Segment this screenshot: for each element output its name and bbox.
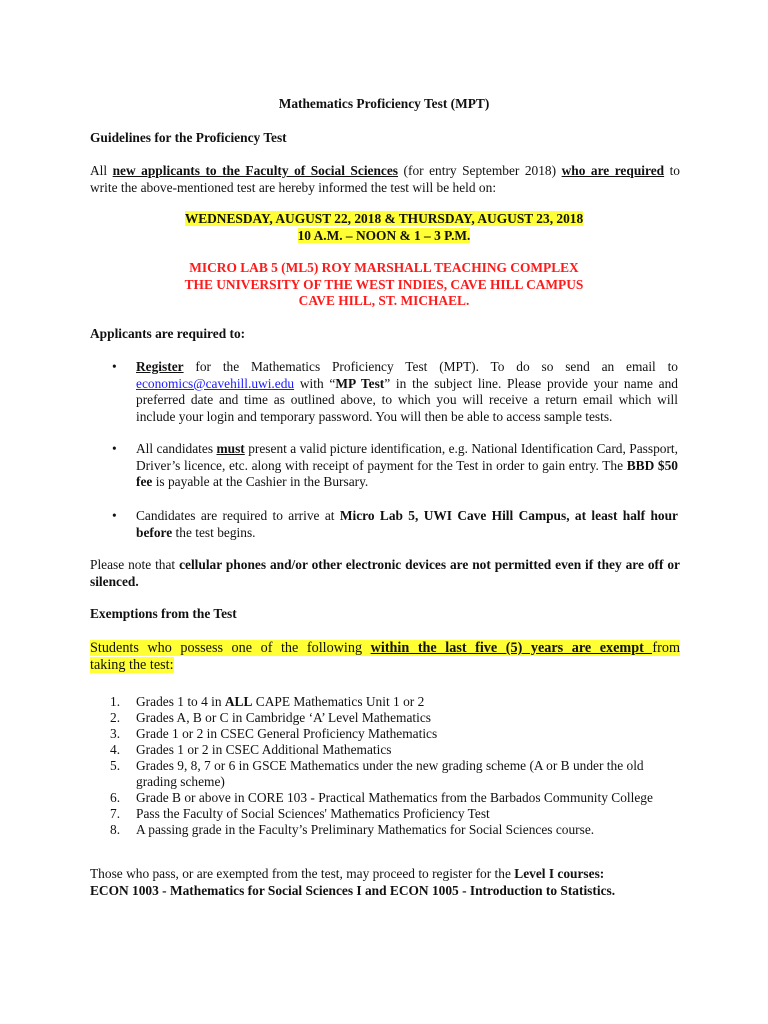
email-link[interactable]: economics@cavehill.uwi.edu: [136, 375, 295, 391]
bullet-dot-icon: •: [112, 359, 117, 374]
list-item: [110, 822, 680, 838]
list-number: 5.: [110, 758, 121, 773]
electronics-note: [90, 557, 680, 590]
page-title: Mathematics Proficiency Test (MPT): [278, 96, 490, 111]
intro-new-applicants: new applicants to the Faculty of Social Sciences: [112, 163, 399, 178]
list-number: 8.: [110, 822, 121, 837]
list-item: [110, 806, 680, 822]
list-item: [110, 742, 680, 758]
arrival-text-1: Candidates are required to arrive at: [136, 508, 340, 523]
register-text-3: ” in the subject line. Please provide your name and preferred date and time as outlined above, to which you will receive a return email which will include your login and temporary password. You will then be able to access sample tests.: [136, 375, 679, 424]
intro-text-1: All: [90, 163, 113, 178]
list-item: [110, 710, 680, 726]
list-text: Grade 1 or 2 in CSEC General Proficiency Mathematics: [136, 726, 438, 741]
register-text-1: for the Mathematics Proficiency Test (MPT). To do so send an email to: [183, 359, 678, 374]
exemptions-heading: Exemptions from the Test: [90, 606, 237, 621]
id-text-3: is payable at the Cashier in the Bursary.: [152, 474, 369, 489]
closing-line-2: ECON 1003 - Mathematics for Social Sciences I and ECON 1005 - Introduction to Statistics.: [90, 882, 616, 898]
bullet-dot-icon: •: [112, 441, 117, 456]
exempt-intro-bold: within the last five (5) years are exempt: [370, 640, 653, 656]
dates-line-2: 10 A.M. – NOON & 1 – 3 P.M.: [297, 227, 471, 243]
fee-label: BBD $50 fee: [136, 457, 678, 489]
list-text-bold: ALL: [224, 694, 253, 709]
exempt-intro-text-1: Students who possess one of the following: [90, 640, 371, 656]
list-text: Grades 1 or 2 in CSEC Additional Mathematics: [136, 742, 392, 757]
applicants-heading: Applicants are required to:: [90, 326, 246, 341]
closing-paragraph: [90, 866, 690, 899]
list-text: Grades A, B or C in Cambridge ‘A’ Level Mathematics: [136, 710, 432, 725]
intro-line-2: write the above-mentioned test are hereby informed the test will be held on:: [90, 179, 497, 195]
list-text: A passing grade in the Faculty’s Preliminary Mathematics for Social Sciences course.: [136, 822, 595, 837]
bullet-identification-text: [136, 441, 678, 491]
id-text-2: present a valid picture identification, e.g. National Identification Card, Passport, Driver’s licence, etc. along with receipt of payment for the Test in order to gain entry. The: [136, 441, 678, 473]
exempt-intro-line-2: taking the test:: [90, 657, 174, 673]
list-item: [110, 790, 680, 806]
dates-line-1: WEDNESDAY, AUGUST 22, 2018 & THURSDAY, AUGUST 23, 2018: [184, 211, 584, 226]
note-text-1: Please note that: [90, 557, 180, 572]
list-number: 6.: [110, 790, 121, 805]
list-item: [110, 726, 680, 742]
list-text: Pass the Faculty of Social Sciences' Mathematics Proficiency Test: [136, 806, 490, 821]
bullet-arrival-text: [136, 508, 678, 541]
id-text-1: All candidates: [136, 441, 217, 456]
intro-text-5: to: [664, 163, 681, 178]
note-bold: cellular phones and/or other electronic devices are not permitted even if they are off or silenced.: [90, 557, 680, 589]
list-number: 2.: [110, 710, 121, 725]
bullet-dot-icon: •: [112, 508, 117, 523]
test-venue: [0, 260, 768, 310]
venue-line-3: CAVE HILL, ST. MICHAEL.: [298, 293, 470, 308]
exempt-intro: [90, 640, 680, 674]
intro-who-required: who are required: [561, 163, 665, 178]
list-text: Grades 1 to 4 in: [136, 694, 225, 709]
closing-text-1: Those who pass, or are exempted from the test, may proceed to register for the: [90, 866, 515, 881]
list-text-post: CAPE Mathematics Unit 1 or 2: [252, 694, 425, 709]
list-number: 7.: [110, 806, 121, 821]
closing-level-courses: Level I courses:: [514, 866, 605, 881]
arrival-text-2: the test begins.: [172, 524, 256, 540]
guidelines-heading: Guidelines for the Proficiency Test: [90, 130, 287, 145]
list-number: 3.: [110, 726, 121, 741]
register-text-2: with “: [294, 375, 336, 391]
register-label: Register: [136, 359, 184, 374]
mp-test-label: MP Test: [335, 375, 385, 391]
intro-text-3: (for entry September 2018): [398, 163, 562, 178]
intro-paragraph: [90, 163, 680, 196]
list-text: Grades 9, 8, 7 or 6 in GSCE Mathematics under the new grading scheme (A or B under the old grading scheme): [136, 758, 644, 789]
list-item: [110, 694, 680, 710]
exemptions-list: [110, 694, 680, 838]
venue-line-2: THE UNIVERSITY OF THE WEST INDIES, CAVE HILL CAMPUS: [184, 276, 584, 292]
list-number: 4.: [110, 742, 121, 757]
list-item: [110, 758, 680, 790]
must-label: must: [216, 441, 245, 456]
list-number: 1.: [110, 694, 121, 709]
list-text: Grade B or above in CORE 103 - Practical Mathematics from the Barbados Community College: [136, 790, 653, 805]
exempt-intro-text-2: from: [652, 640, 680, 656]
venue-line-1: MICRO LAB 5 (ML5) ROY MARSHALL TEACHING COMPLEX: [189, 260, 579, 275]
arrival-location: Micro Lab 5, UWI Cave Hill Campus, at least half hour before: [136, 508, 678, 540]
bullet-register-text: [136, 359, 678, 425]
test-dates: [0, 211, 768, 244]
